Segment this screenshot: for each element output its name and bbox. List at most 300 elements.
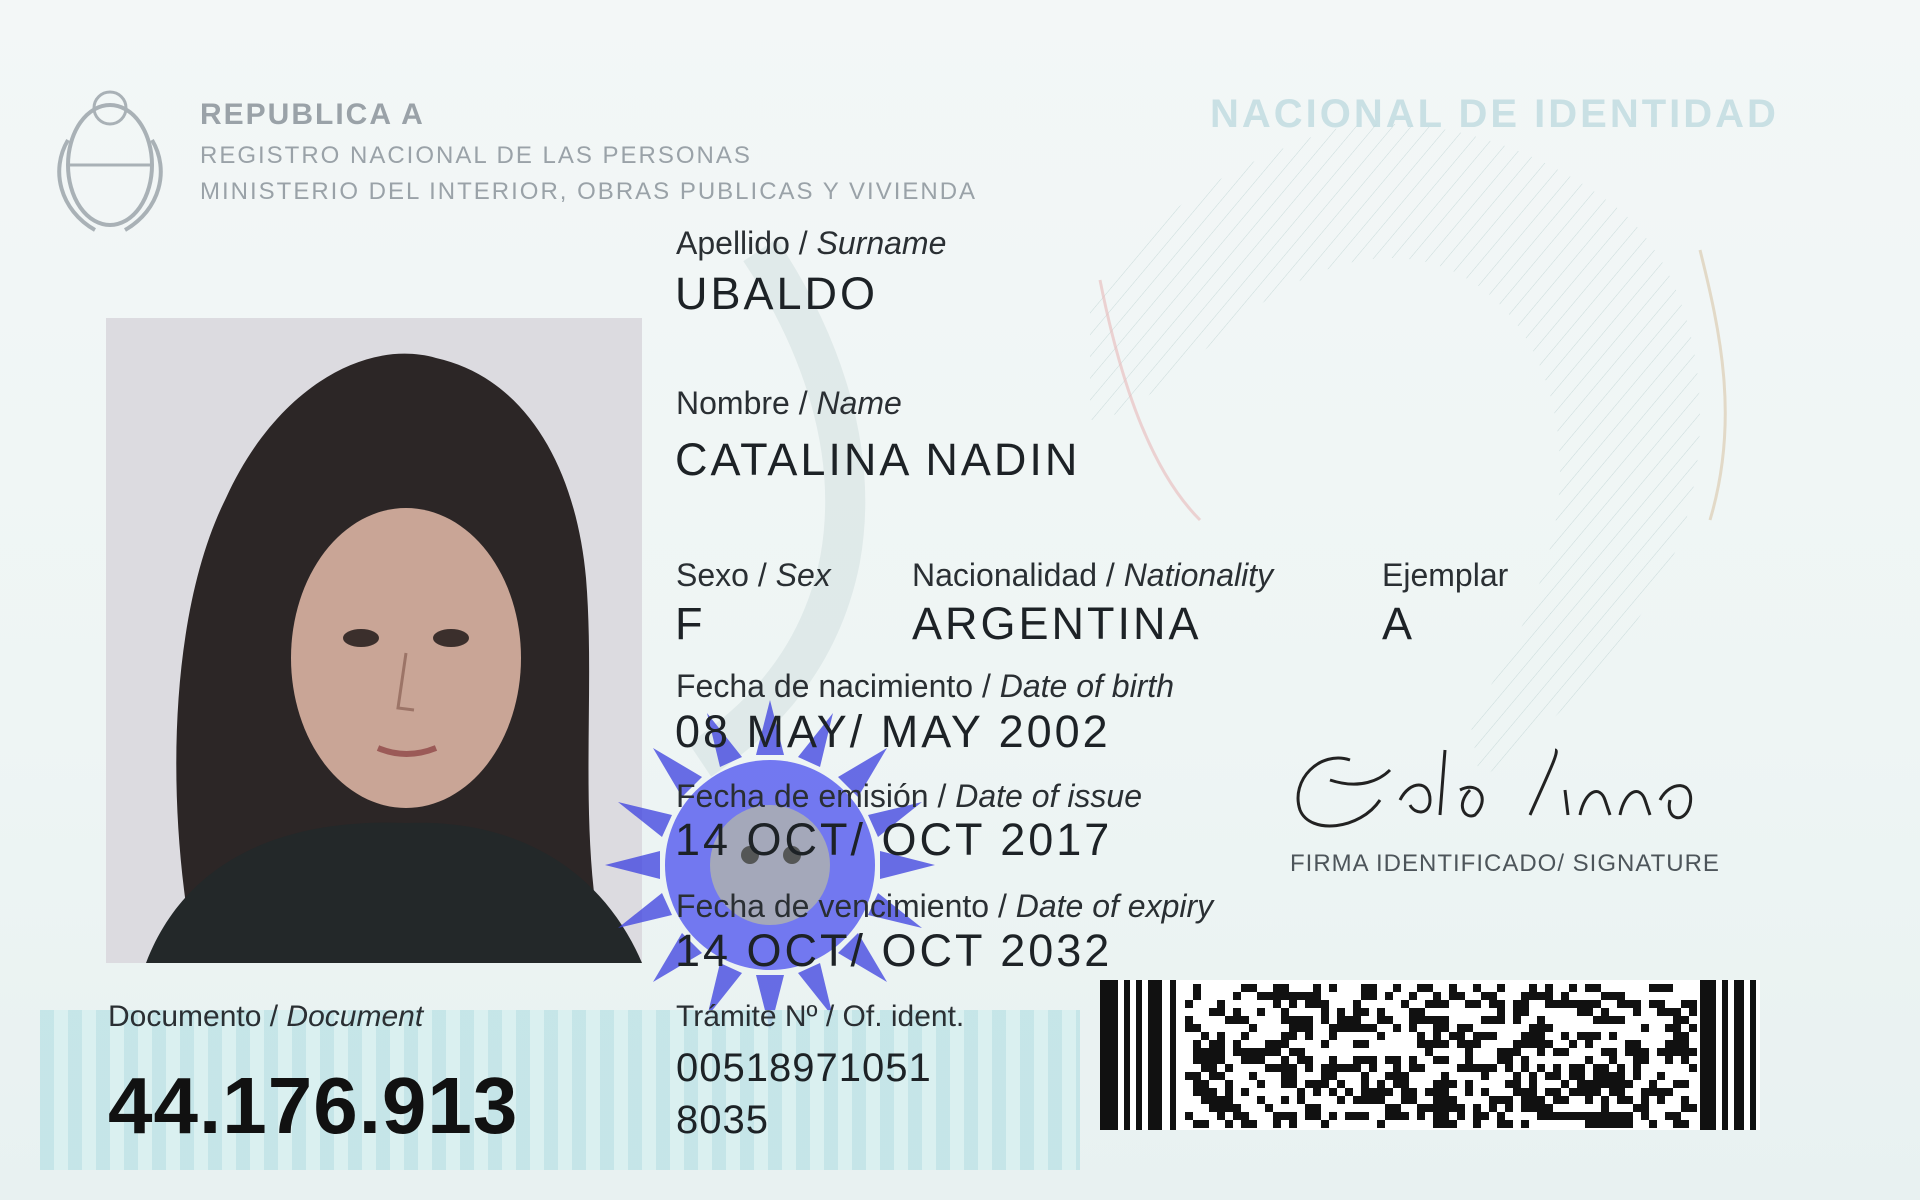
barcode-module: [1305, 1080, 1313, 1088]
barcode-module: [1409, 1088, 1417, 1096]
barcode-module: [1681, 1120, 1689, 1128]
barcode-module: [1393, 1072, 1401, 1080]
barcode-module: [1321, 1064, 1329, 1072]
barcode-module: [1281, 1064, 1289, 1072]
barcode-module: [1665, 1040, 1673, 1048]
barcode-module: [1537, 1096, 1545, 1104]
barcode-module: [1473, 1120, 1481, 1128]
barcode-module: [1273, 1048, 1281, 1056]
barcode-module: [1321, 1072, 1329, 1080]
barcode-module: [1329, 1056, 1337, 1064]
barcode-module: [1673, 1024, 1681, 1032]
barcode-module: [1201, 1032, 1209, 1040]
barcode-module: [1337, 1008, 1345, 1016]
barcode-module: [1297, 1048, 1305, 1056]
barcode-module: [1409, 1024, 1417, 1032]
barcode-module: [1473, 1040, 1481, 1048]
barcode-module: [1665, 1024, 1673, 1032]
barcode-module: [1689, 1000, 1697, 1008]
barcode-module: [1249, 1024, 1257, 1032]
barcode-module: [1209, 1008, 1217, 1016]
procedure-line1: 00518971051: [676, 1046, 932, 1090]
barcode-module: [1273, 1064, 1281, 1072]
barcode-module: [1665, 1112, 1673, 1120]
barcode-module: [1449, 1080, 1457, 1088]
barcode-module: [1417, 1016, 1425, 1024]
barcode-module: [1265, 1104, 1273, 1112]
barcode-module: [1393, 1064, 1401, 1072]
name-label-en: Name: [816, 385, 902, 421]
header-banner: NACIONAL DE IDENTIDAD: [1210, 92, 1779, 136]
sex-value: F: [675, 598, 706, 649]
barcode-module: [1289, 1016, 1297, 1024]
barcode-module: [1361, 1072, 1369, 1080]
barcode-module: [1473, 1032, 1481, 1040]
barcode-module: [1617, 992, 1625, 1000]
barcode-module: [1561, 1048, 1569, 1056]
barcode-module: [1513, 1008, 1521, 1016]
barcode-module: [1401, 1088, 1409, 1096]
barcode-module: [1513, 1088, 1521, 1096]
barcode-module: [1649, 1000, 1657, 1008]
barcode-module: [1377, 1080, 1385, 1088]
barcode-module: [1233, 1040, 1241, 1048]
barcode-module: [1313, 1104, 1321, 1112]
issue-value: 14 OCT/ OCT 2017: [675, 814, 1113, 865]
barcode-module: [1401, 1072, 1409, 1080]
barcode-module: [1433, 992, 1441, 1000]
barcode-module: [1457, 1024, 1465, 1032]
barcode-module: [1449, 984, 1457, 992]
barcode-module: [1225, 1120, 1233, 1128]
barcode-module: [1217, 1008, 1225, 1016]
barcode-module: [1641, 1096, 1649, 1104]
barcode-module: [1569, 1064, 1577, 1072]
barcode-module: [1665, 1048, 1673, 1056]
barcode-module: [1281, 1032, 1289, 1040]
barcode-module: [1489, 1096, 1497, 1104]
barcode-module: [1273, 1040, 1281, 1048]
barcode-module: [1297, 992, 1305, 1000]
barcode-module: [1465, 1000, 1473, 1008]
barcode-module: [1617, 1080, 1625, 1088]
barcode-module: [1193, 1024, 1201, 1032]
barcode-module: [1297, 1096, 1305, 1104]
barcode-module: [1465, 1056, 1473, 1064]
barcode-module: [1209, 1096, 1217, 1104]
barcode-module: [1209, 1088, 1217, 1096]
barcode-module: [1505, 1104, 1513, 1112]
barcode-module: [1361, 1040, 1369, 1048]
barcode-module: [1513, 1072, 1521, 1080]
barcode-module: [1449, 1120, 1457, 1128]
barcode-module: [1361, 1088, 1369, 1096]
barcode-module: [1561, 1096, 1569, 1104]
barcode-module: [1537, 1016, 1545, 1024]
barcode-module: [1521, 1064, 1529, 1072]
barcode-module: [1289, 1080, 1297, 1088]
barcode-module: [1537, 1024, 1545, 1032]
barcode-module: [1449, 1096, 1457, 1104]
barcode-module: [1353, 1000, 1361, 1008]
barcode-module: [1529, 984, 1537, 992]
barcode-module: [1425, 1016, 1433, 1024]
barcode-module: [1537, 1032, 1545, 1040]
barcode-module: [1617, 1000, 1625, 1008]
header-country: REPUBLICA A: [200, 98, 425, 131]
barcode-module: [1217, 1048, 1225, 1056]
sex-label: [676, 557, 831, 594]
barcode-module: [1369, 1088, 1377, 1096]
barcode-module: [1441, 1104, 1449, 1112]
barcode-module: [1385, 1072, 1393, 1080]
barcode-module: [1609, 1088, 1617, 1096]
barcode-module: [1649, 1080, 1657, 1088]
barcode-module: [1689, 1008, 1697, 1016]
birth-label-es: Fecha de nacimiento /: [676, 668, 1000, 704]
barcode-module: [1633, 1072, 1641, 1080]
barcode-module: [1625, 1080, 1633, 1088]
barcode-module: [1473, 1000, 1481, 1008]
barcode-module: [1377, 1088, 1385, 1096]
barcode-module: [1385, 1016, 1393, 1024]
barcode-module: [1585, 1080, 1593, 1088]
barcode-module: [1489, 1016, 1497, 1024]
barcode-module: [1601, 1096, 1609, 1104]
nationality-label: [912, 557, 1273, 594]
barcode-module: [1425, 1104, 1433, 1112]
birth-label-en: Date of birth: [999, 668, 1175, 704]
barcode-module: [1273, 984, 1281, 992]
barcode-module: [1417, 1032, 1425, 1040]
barcode-module: [1321, 1008, 1329, 1016]
barcode-module: [1625, 1000, 1633, 1008]
barcode-module: [1353, 1008, 1361, 1016]
barcode-module: [1601, 992, 1609, 1000]
barcode-module: [1417, 984, 1425, 992]
barcode-module: [1593, 1032, 1601, 1040]
barcode-module: [1521, 1056, 1529, 1064]
barcode-module: [1681, 1048, 1689, 1056]
barcode-module: [1577, 1112, 1585, 1120]
barcode-module: [1641, 1112, 1649, 1120]
barcode-module: [1585, 984, 1593, 992]
barcode-module: [1569, 1000, 1577, 1008]
barcode-module: [1673, 1032, 1681, 1040]
barcode-module: [1625, 1112, 1633, 1120]
barcode-module: [1529, 1088, 1537, 1096]
barcode-module: [1217, 1032, 1225, 1040]
barcode-module: [1289, 1120, 1297, 1128]
barcode-module: [1305, 992, 1313, 1000]
barcode-module: [1225, 1016, 1233, 1024]
barcode-module: [1673, 1048, 1681, 1056]
barcode-module: [1577, 1072, 1585, 1080]
barcode-module: [1313, 984, 1321, 992]
barcode-module: [1313, 1112, 1321, 1120]
barcode-module: [1537, 1048, 1545, 1056]
signature-label: FIRMA IDENTIFICADO/ SIGNATURE: [1290, 850, 1720, 877]
document-label-es: Documento /: [108, 1000, 287, 1033]
barcode-module: [1521, 1000, 1529, 1008]
barcode-module: [1401, 1080, 1409, 1088]
barcode-module: [1593, 1080, 1601, 1088]
nationality-label-es: Nacionalidad /: [912, 557, 1124, 593]
barcode-module: [1385, 992, 1393, 1000]
barcode-module: [1273, 1000, 1281, 1008]
barcode-module: [1481, 992, 1489, 1000]
barcode-module: [1609, 1048, 1617, 1056]
barcode-module: [1273, 1120, 1281, 1128]
barcode-module: [1353, 1112, 1361, 1120]
barcode-module: [1345, 1088, 1353, 1096]
barcode-module: [1281, 992, 1289, 1000]
barcode-module: [1425, 1088, 1433, 1096]
barcode-module: [1529, 1104, 1537, 1112]
barcode-module: [1505, 1096, 1513, 1104]
barcode-module: [1593, 1000, 1601, 1008]
barcode-module: [1505, 1120, 1513, 1128]
barcode-module: [1417, 1040, 1425, 1048]
barcode-module: [1393, 984, 1401, 992]
barcode-module: [1201, 1096, 1209, 1104]
barcode-module: [1209, 1064, 1217, 1072]
barcode-module: [1553, 1064, 1561, 1072]
barcode-module: [1425, 1048, 1433, 1056]
barcode-module: [1473, 984, 1481, 992]
barcode-module: [1257, 1048, 1265, 1056]
barcode-module: [1361, 984, 1369, 992]
barcode-module: [1617, 1064, 1625, 1072]
barcode-module: [1377, 1096, 1385, 1104]
barcode-module: [1193, 1120, 1201, 1128]
barcode-module: [1529, 1024, 1537, 1032]
barcode-module: [1553, 1096, 1561, 1104]
barcode-module: [1569, 1112, 1577, 1120]
barcode-module: [1681, 1032, 1689, 1040]
barcode-module: [1689, 1104, 1697, 1112]
barcode-module: [1489, 1000, 1497, 1008]
barcode-module: [1481, 1072, 1489, 1080]
barcode-module: [1617, 1088, 1625, 1096]
barcode-module: [1233, 1008, 1241, 1016]
barcode-module: [1441, 1040, 1449, 1048]
barcode-module: [1369, 1056, 1377, 1064]
barcode-module: [1329, 1032, 1337, 1040]
barcode-module: [1577, 1088, 1585, 1096]
barcode-module: [1273, 1112, 1281, 1120]
barcode-module: [1657, 1008, 1665, 1016]
barcode-module: [1289, 1072, 1297, 1080]
barcode-module: [1361, 992, 1369, 1000]
barcode-module: [1673, 1112, 1681, 1120]
barcode-module: [1433, 1096, 1441, 1104]
barcode-module: [1633, 1000, 1641, 1008]
barcode-module: [1473, 1112, 1481, 1120]
barcode-module: [1257, 1056, 1265, 1064]
barcode-module: [1361, 1008, 1369, 1016]
barcode-module: [1641, 1048, 1649, 1056]
barcode-module: [1513, 1000, 1521, 1008]
document-number: 44.176.913: [108, 1061, 519, 1150]
barcode-module: [1193, 1048, 1201, 1056]
barcode-module: [1345, 1064, 1353, 1072]
barcode-module: [1441, 1088, 1449, 1096]
barcode-module: [1497, 1056, 1505, 1064]
barcode-module: [1553, 1048, 1561, 1056]
barcode-module: [1641, 1104, 1649, 1112]
barcode-module: [1585, 1008, 1593, 1016]
procedure-line2: 8035: [676, 1098, 769, 1142]
barcode-module: [1361, 1096, 1369, 1104]
barcode-module: [1657, 1000, 1665, 1008]
barcode-module: [1609, 1032, 1617, 1040]
barcode-module: [1377, 1032, 1385, 1040]
barcode-module: [1649, 1088, 1657, 1096]
barcode-module: [1441, 1056, 1449, 1064]
barcode-module: [1673, 1008, 1681, 1016]
barcode-module: [1393, 1024, 1401, 1032]
name-label-es: Nombre /: [676, 385, 817, 421]
barcode-module: [1353, 1056, 1361, 1064]
barcode-module: [1281, 984, 1289, 992]
barcode-module: [1601, 1080, 1609, 1088]
barcode-module: [1521, 1032, 1529, 1040]
barcode-module: [1585, 1056, 1593, 1064]
barcode-module: [1193, 984, 1201, 992]
barcode-module: [1497, 1016, 1505, 1024]
barcode-module: [1545, 1088, 1553, 1096]
barcode-module: [1497, 1112, 1505, 1120]
barcode-module: [1681, 1040, 1689, 1048]
barcode-module: [1369, 984, 1377, 992]
barcode-module: [1665, 1056, 1673, 1064]
barcode-module: [1545, 984, 1553, 992]
barcode-module: [1585, 1000, 1593, 1008]
barcode-module: [1209, 1104, 1217, 1112]
barcode-module: [1329, 1072, 1337, 1080]
barcode-module: [1409, 1064, 1417, 1072]
barcode-module: [1593, 1120, 1601, 1128]
barcode-module: [1457, 1104, 1465, 1112]
barcode-module: [1633, 1008, 1641, 1016]
barcode-module: [1681, 1056, 1689, 1064]
barcode-module: [1209, 1056, 1217, 1064]
barcode-module: [1193, 1080, 1201, 1088]
barcode-module: [1457, 1112, 1465, 1120]
barcode-module: [1281, 1008, 1289, 1016]
barcode-module: [1417, 1112, 1425, 1120]
barcode-module: [1193, 992, 1201, 1000]
barcode-module: [1489, 1064, 1497, 1072]
nationality-label-en: Nationality: [1123, 557, 1274, 593]
barcode-module: [1673, 1120, 1681, 1128]
barcode-module: [1249, 984, 1257, 992]
barcode-module: [1353, 1096, 1361, 1104]
barcode-module: [1497, 1008, 1505, 1016]
barcode-module: [1657, 1048, 1665, 1056]
barcode-module: [1433, 1112, 1441, 1120]
barcode-module: [1561, 1000, 1569, 1008]
barcode-module: [1409, 1016, 1417, 1024]
barcode-module: [1209, 1048, 1217, 1056]
barcode-module: [1433, 1016, 1441, 1024]
barcode-module: [1249, 1048, 1257, 1056]
barcode-module: [1617, 1120, 1625, 1128]
barcode-module: [1633, 1064, 1641, 1072]
barcode-module: [1425, 1000, 1433, 1008]
barcode-module: [1689, 1048, 1697, 1056]
barcode-module: [1441, 1120, 1449, 1128]
barcode-module: [1561, 1032, 1569, 1040]
barcode-module: [1433, 1040, 1441, 1048]
barcode-module: [1529, 1072, 1537, 1080]
barcode-module: [1609, 1112, 1617, 1120]
barcode-module: [1233, 1016, 1241, 1024]
barcode-module: [1409, 1008, 1417, 1016]
barcode-module: [1417, 1008, 1425, 1016]
barcode-module: [1473, 1064, 1481, 1072]
barcode-module: [1409, 1056, 1417, 1064]
barcode-module: [1513, 1048, 1521, 1056]
barcode-module: [1377, 1008, 1385, 1016]
barcode-module: [1545, 992, 1553, 1000]
barcode-module: [1465, 1048, 1473, 1056]
barcode-module: [1233, 1112, 1241, 1120]
barcode-module: [1601, 1104, 1609, 1112]
barcode-module: [1305, 1016, 1313, 1024]
barcode-module: [1601, 1112, 1609, 1120]
barcode-module: [1209, 1040, 1217, 1048]
barcode-module: [1361, 1080, 1369, 1088]
copy-value: A: [1382, 598, 1416, 649]
barcode-module: [1329, 1064, 1337, 1072]
barcode-module: [1433, 1088, 1441, 1096]
barcode-module: [1465, 1064, 1473, 1072]
barcode-module: [1433, 1000, 1441, 1008]
barcode-module: [1585, 1040, 1593, 1048]
barcode-module: [1537, 1064, 1545, 1072]
barcode-module: [1577, 1032, 1585, 1040]
barcode-module: [1601, 1008, 1609, 1016]
barcode-module: [1313, 992, 1321, 1000]
barcode-module: [1521, 1088, 1529, 1096]
barcode-module: [1393, 1104, 1401, 1112]
barcode-module: [1689, 1064, 1697, 1072]
barcode-module: [1329, 984, 1337, 992]
barcode-module: [1217, 1072, 1225, 1080]
barcode-module: [1345, 1024, 1353, 1032]
barcode-module: [1433, 1032, 1441, 1040]
barcode-module: [1217, 1000, 1225, 1008]
name-label: [676, 385, 902, 422]
barcode-module: [1385, 1104, 1393, 1112]
barcode-module: [1529, 1080, 1537, 1088]
barcode-module: [1313, 1000, 1321, 1008]
surname-value: UBALDO: [675, 268, 879, 319]
barcode-module: [1657, 1096, 1665, 1104]
barcode-module: [1545, 1104, 1553, 1112]
copy-label: Ejemplar: [1382, 557, 1509, 593]
barcode-module: [1369, 992, 1377, 1000]
barcode-module: [1601, 1016, 1609, 1024]
expiry-value: 14 OCT/ OCT 2032: [675, 925, 1113, 976]
barcode-module: [1257, 992, 1265, 1000]
barcode-module: [1609, 992, 1617, 1000]
barcode-module: [1569, 1072, 1577, 1080]
barcode-module: [1609, 1016, 1617, 1024]
barcode-module: [1417, 1064, 1425, 1072]
